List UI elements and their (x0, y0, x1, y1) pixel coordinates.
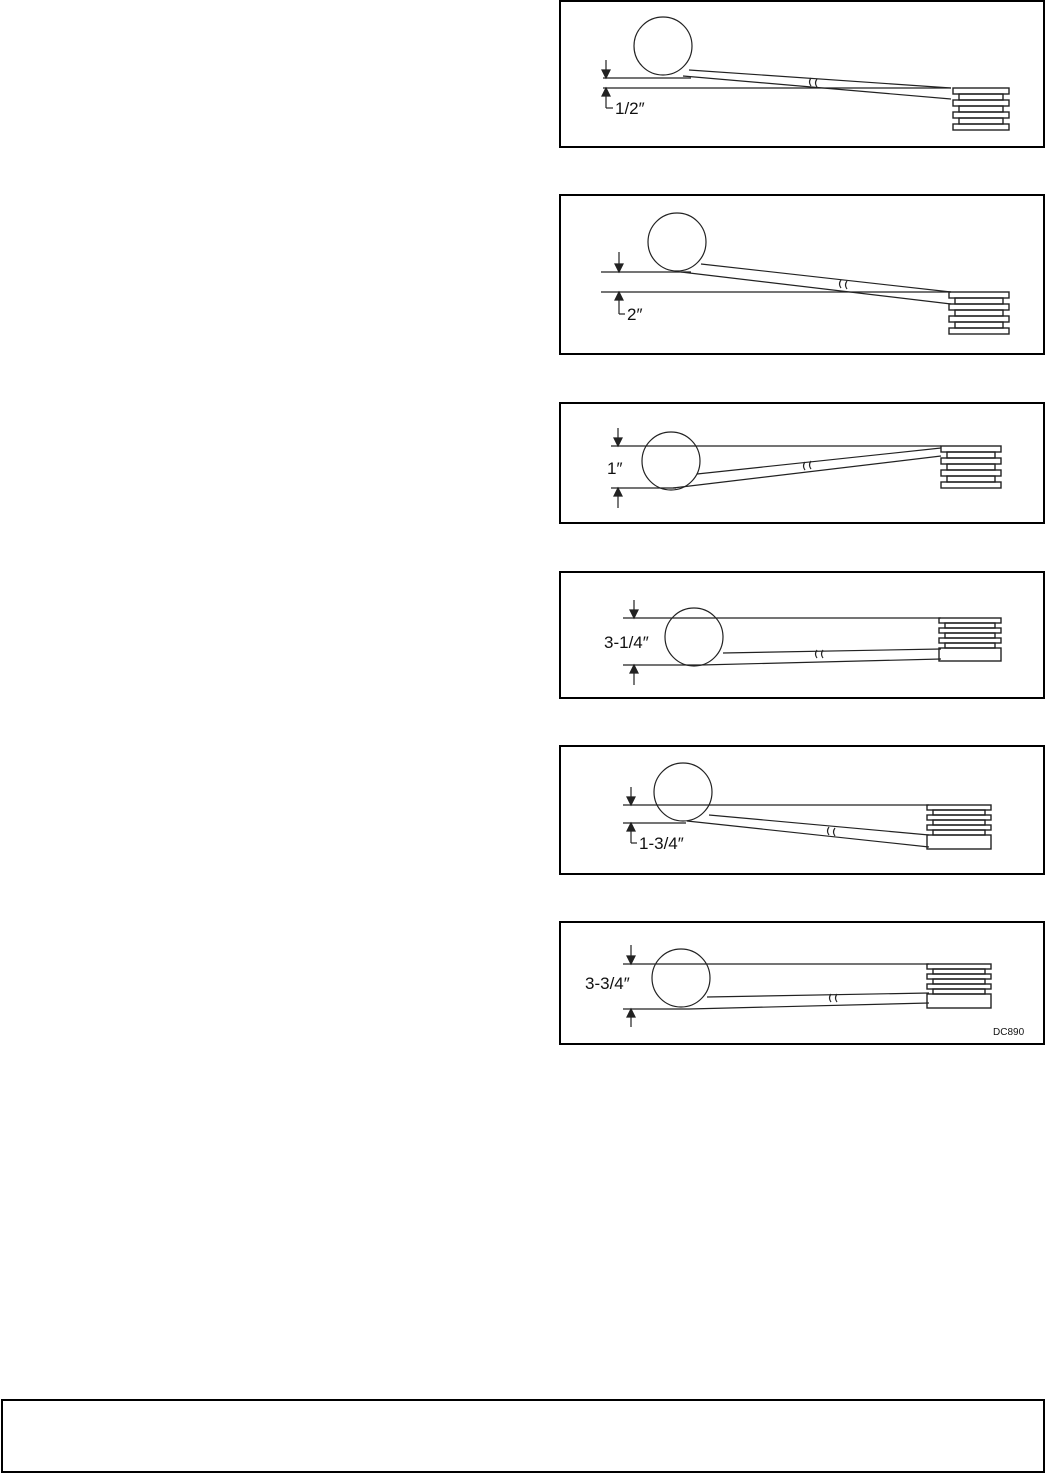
dimension-label: 3-3/4″ (585, 974, 630, 993)
figure-1-diagram (561, 2, 1046, 150)
dimension-label: 1″ (607, 459, 623, 478)
figure-6-diagram (561, 923, 1046, 1047)
figure-1-panel (559, 0, 1045, 148)
dimension-label: 1-3/4″ (639, 834, 684, 853)
figure-code-label: DC890 (993, 1027, 1025, 1038)
figure-3-diagram (561, 404, 1046, 526)
dimension-label: 1/2″ (615, 99, 645, 118)
figure-2-diagram (561, 196, 1046, 357)
figure-5-panel (559, 745, 1045, 875)
dimension-label: 2″ (627, 305, 643, 324)
figure-6-panel (559, 921, 1045, 1045)
footer-box (1, 1399, 1045, 1473)
figure-4-panel (559, 571, 1045, 699)
figure-5-diagram (561, 747, 1046, 877)
figure-3-panel (559, 402, 1045, 524)
figure-4-diagram (561, 573, 1046, 701)
dimension-label: 3-1/4″ (604, 633, 649, 652)
figure-2-panel (559, 194, 1045, 355)
